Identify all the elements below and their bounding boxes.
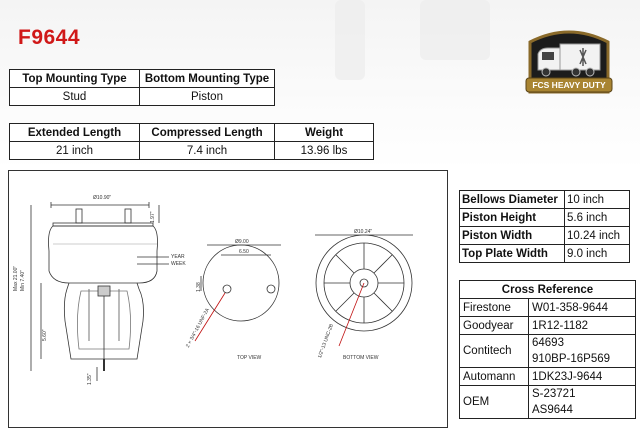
logo-text: FCS HEAVY DUTY: [532, 80, 606, 90]
table-row: [460, 281, 636, 299]
dimension-label: Bellows Diameter: [460, 191, 565, 209]
dim-bottom-view-diameter: Ø10.24": [354, 229, 373, 235]
mounting-table: [9, 69, 275, 106]
table-row: [460, 245, 630, 263]
length-weight-table: [9, 123, 374, 160]
table-cell: Stud: [10, 88, 140, 106]
part-code: [529, 386, 636, 419]
dimension-value: 10.24 inch: [565, 227, 630, 245]
dim-stud-spacing: 6.50: [239, 249, 249, 255]
note-stud-thread: 2 × 3/4"-16 UNF-2A: [185, 307, 211, 349]
background-decoration: [335, 0, 365, 80]
column-header: Extended Length: [10, 124, 140, 142]
column-header: Compressed Length: [140, 124, 275, 142]
table-row: [460, 386, 636, 419]
background-decoration: [420, 0, 490, 60]
column-header: Bottom Mounting Type: [140, 70, 275, 88]
table-row: [460, 209, 630, 227]
table-cell: 7.4 inch: [140, 142, 275, 160]
dim-bottom-height: 1.35": [87, 373, 93, 385]
table-row: [460, 191, 630, 209]
part-code: [529, 299, 636, 317]
dimension-label: Piston Height: [460, 209, 565, 227]
code-line: S-23721: [532, 388, 576, 400]
column-header: Weight: [275, 124, 374, 142]
table-row: [460, 317, 636, 335]
dimension-value: 9.0 inch: [565, 245, 630, 263]
code-line: 1DK23J-9644: [532, 370, 603, 383]
dim-top-view-diameter: Ø9.00: [235, 239, 249, 245]
table-row: [10, 142, 374, 160]
table-cell: 21 inch: [10, 142, 140, 160]
top-view-title: TOP VIEW: [237, 355, 262, 361]
brand-name: OEM: [460, 386, 529, 419]
label-year: YEAR: [171, 254, 185, 260]
dim-top-height: 1.97": [150, 211, 156, 223]
label-week: WEEK: [171, 261, 186, 267]
table-row: [10, 70, 275, 88]
part-code: [529, 368, 636, 386]
dimension-label: Piston Width: [460, 227, 565, 245]
fcs-heavy-duty-logo: [520, 20, 618, 100]
code-line: 910BP-16P569: [532, 353, 611, 365]
table-row: [460, 299, 636, 317]
dim-min-compressed: Min 7.40": [20, 270, 26, 291]
dimensions-table: [459, 190, 630, 263]
code-line: 1R12-1182: [532, 319, 589, 332]
cross-reference-title: Cross Reference: [460, 281, 636, 299]
technical-drawing: [8, 170, 448, 428]
code-line: W01-358-9644: [532, 301, 609, 314]
table-row: [460, 227, 630, 245]
table-cell: Piston: [140, 88, 275, 106]
note-bottom-thread: 1/2"-13 UNC-2B: [317, 323, 335, 360]
dimension-value: 5.6 inch: [565, 209, 630, 227]
dim-max-extended: Max 21.00": [13, 265, 19, 291]
dimension-label: Top Plate Width: [460, 245, 565, 263]
table-row: [460, 335, 636, 368]
part-code: [529, 317, 636, 335]
brand-name: Goodyear: [460, 317, 529, 335]
table-row: [10, 124, 374, 142]
cross-reference-table: [459, 280, 636, 419]
dimension-value: 10 inch: [565, 191, 630, 209]
table-row: [460, 368, 636, 386]
code-line: 64693: [532, 337, 564, 349]
table-row: [10, 88, 275, 106]
part-code: [529, 335, 636, 368]
part-number: F9644: [18, 26, 81, 49]
column-header: Top Mounting Type: [10, 70, 140, 88]
dim-piston-height: 5.60": [42, 329, 48, 341]
code-line: AS9644: [532, 404, 573, 416]
table-cell: 13.96 lbs: [275, 142, 374, 160]
air-spring-drawing: [9, 171, 447, 427]
brand-name: Automann: [460, 368, 529, 386]
dim-top-diameter: Ø10.90": [93, 195, 112, 201]
bottom-view-title: BOTTOM VIEW: [343, 355, 379, 361]
brand-name: Contitech: [460, 335, 529, 368]
dim-stud-offset: 1.38: [196, 282, 202, 292]
brand-name: Firestone: [460, 299, 529, 317]
